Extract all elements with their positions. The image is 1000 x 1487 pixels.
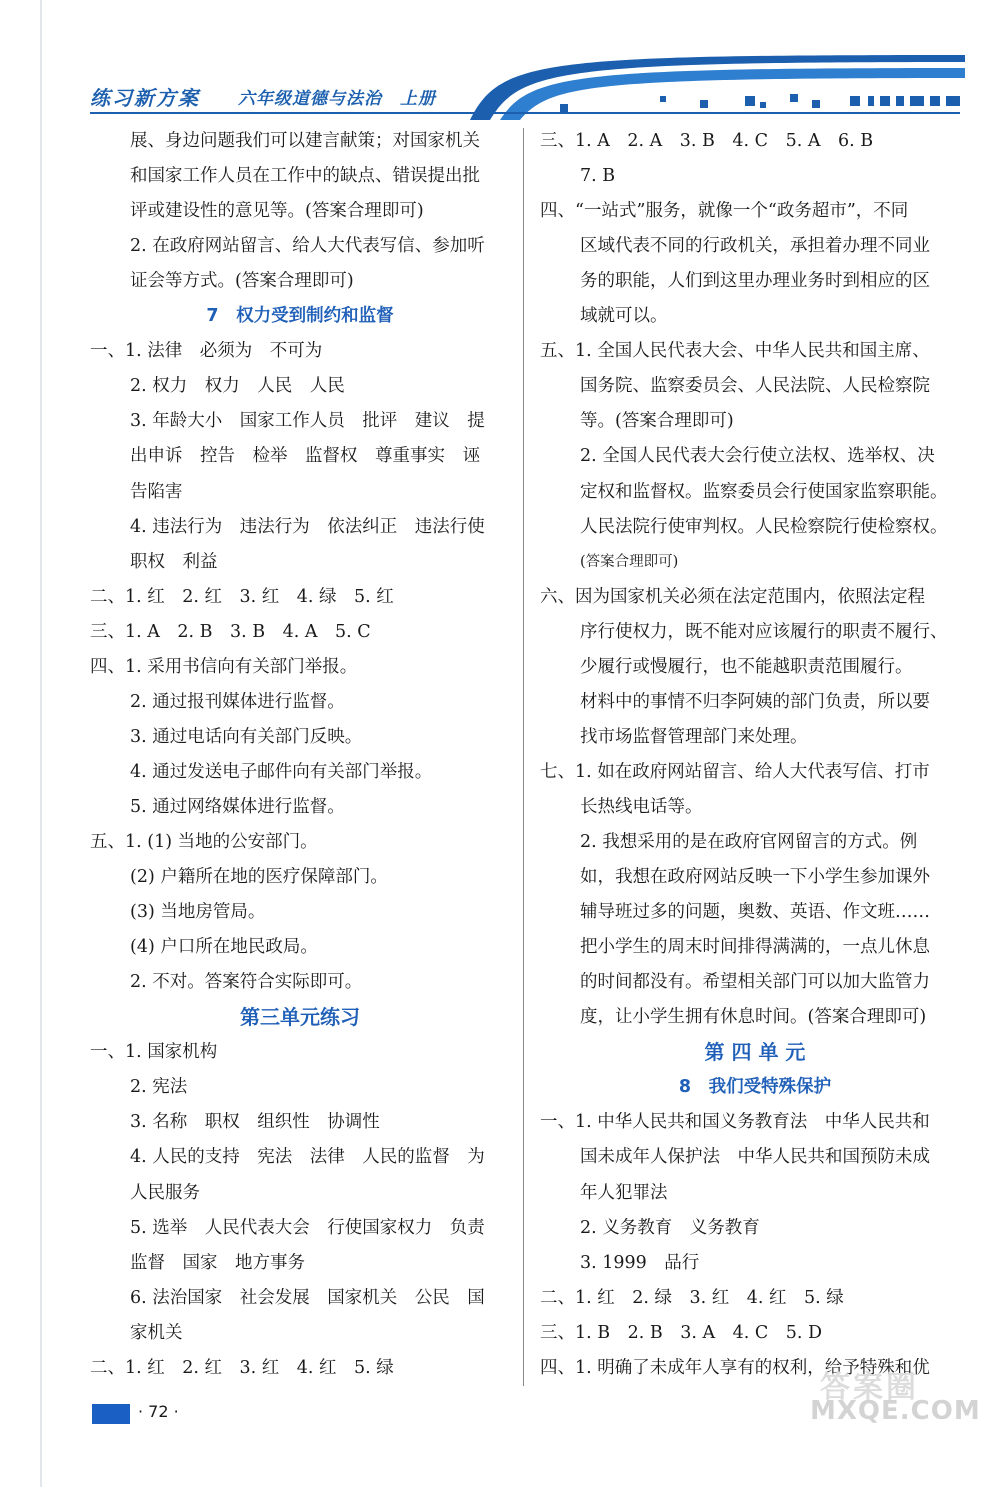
answer-line: 四、“一站式”服务，就像一个“政务超市”，不同 [540,201,909,222]
answer-line: 三、1. B 2. B 3. A 4. C 5. D [540,1322,823,1343]
answer-line: (3) 当地房管局。 [130,902,266,923]
answer-line: 2. 通过报刊媒体进行监督。 [130,691,345,712]
answer-line: 6. 法治国家 社会发展 国家机关 公民 国 [130,1287,485,1308]
answer-line: (答案合理即可) [580,553,679,570]
answer-line: 和国家工作人员在工作中的缺点、错误提出批 [130,166,480,187]
answer-line: 展、身边问题我们可以建言献策；对国家机关 [130,131,480,151]
answer-line: 国务院、监察委员会、人民法院、人民检察院 [580,376,930,397]
answer-line: 三、1. A 2. A 3. B 4. C 5. A 6. B [540,131,874,151]
answer-line: 少履行或慢履行，也不能越职责范围履行。 [580,656,913,677]
answer-line: 人民法院行使审判权。人民检察院行使检察权。 [580,516,948,537]
header-decoration [0,0,1000,140]
answer-line: 六、因为国家机关必须在法定范围内，依照法定程 [540,586,925,607]
page-number: · 72 · [138,1402,179,1421]
answer-line: 五、1. (1) 当地的公安部门。 [90,832,318,852]
answer-line: (4) 户口所在地民政局。 [130,937,318,958]
answer-line: 3. 名称 职权 组织性 协调性 [130,1112,380,1133]
answer-line: 把小学生的周末时间排得满满的，一点儿休息 [580,937,930,958]
answer-line: 2. 宪法 [130,1077,188,1098]
answer-line: 国未成年人保护法 中华人民共和国预防未成 [580,1147,930,1168]
answer-line: 3. 年龄大小 国家工作人员 批评 建议 提 [130,411,485,432]
answer-line: 区域代表不同的行政机关，承担着办理不同业 [580,236,930,257]
answer-line: 2. 不对。答案符合实际即可。 [130,972,363,993]
answer-line: 找市场监督管理部门来处理。 [580,726,808,747]
answer-line: 证会等方式。(答案合理即可) [130,271,354,292]
answer-line: 二、1. 红 2. 红 3. 红 4. 红 5. 绿 [90,1357,394,1378]
answer-line: 监督 国家 地方事务 [130,1252,305,1273]
answer-line: 域就可以。 [580,306,668,327]
book-title: 练习新方案 [90,86,200,110]
answer-line: 家机关 [130,1322,183,1343]
answer-line: 2. 义务教育 义务教育 [580,1217,760,1238]
section-heading: 7 权力受到制约和监督 [206,306,394,327]
answer-line: 二、1. 红 2. 绿 3. 红 4. 红 5. 绿 [540,1287,844,1308]
answer-line: 材料中的事情不归李阿姨的部门负责，所以要 [580,691,930,712]
page-header [0,0,1000,140]
answer-line: 人民服务 [130,1182,200,1203]
answer-line: 出申诉 控告 检举 监督权 尊重事实 诬 [130,446,480,467]
answer-line: 五、1. 全国人民代表大会、中华人民共和国主席、 [540,341,930,362]
answer-line: 的时间都没有。希望相关部门可以加大监管力 [580,972,930,993]
answer-line: 2. 我想采用的是在政府官网留言的方式。例 [580,832,918,852]
section-heading: 8 我们受特殊保护 [678,1077,832,1098]
footer-bar [92,1404,130,1424]
answer-line: 2. 全国人民代表大会行使立法权、选举权、决 [580,446,935,467]
answer-line: 长热线电话等。 [580,796,703,817]
book-subtitle: 六年级道德与法治 上册 [238,89,436,109]
answer-line: 4. 违法行为 违法行为 依法纠正 违法行使 [130,516,485,537]
answer-line: 年人犯罪法 [580,1182,668,1203]
answer-line: 如，我想在政府网站反映一下小学生参加课外 [580,867,930,888]
answer-line: 3. 通过电话向有关部门反映。 [130,726,363,747]
section-heading: 第 四 单 元 [704,1040,806,1065]
answer-line: 辅导班过多的问题，奥数、英语、作文班…… [580,902,930,923]
answer-line: 评或建设性的意见等。(答案合理即可) [130,201,424,222]
answer-line: 四、1. 采用书信向有关部门举报。 [90,656,358,677]
answer-line: 2. 在政府网站留言、给人大代表写信、参加听 [130,236,485,257]
answer-line: 职权 利益 [130,551,218,572]
answer-line: 序行使权力，既不能对应该履行的职责不履行、 [580,621,948,642]
page-edge [40,0,42,1487]
answer-line: 5. 通过网络媒体进行监督。 [130,796,345,817]
answer-line: 务的职能，人们到这里办理业务时到相应的区 [580,271,930,292]
watermark-url: MXQE.COM [810,1396,981,1426]
answer-line: 一、1. 国家机构 [90,1042,218,1063]
answer-line: 七、1. 如在政府网站留言、给人大代表写信、打市 [540,761,930,782]
answer-line: 4. 通过发送电子邮件向有关部门举报。 [130,761,433,782]
answer-line: 四、1. 明确了未成年人享有的权利，给予特殊和优 [540,1357,930,1378]
answer-line: 等。(答案合理即可) [580,411,734,432]
answer-line: 一、1. 中华人民共和国义务教育法 中华人民共和 [540,1112,930,1133]
answer-line: 7. B [580,166,616,187]
answer-line: 5. 选举 人民代表大会 行使国家权力 负责 [130,1217,485,1238]
answer-line: 二、1. 红 2. 红 3. 红 4. 绿 5. 红 [90,586,394,607]
answer-line: 度，让小学生拥有休息时间。(答案合理即可) [580,1007,927,1028]
watermark-logo: 答案圈 [820,1370,919,1405]
answer-line: 告陷害 [130,481,183,502]
answer-line: 一、1. 法律 必须为 不可为 [90,341,323,362]
answer-line: 定权和监督权。监察委员会行使国家监察职能。 [580,481,948,502]
answer-line: 三、1. A 2. B 3. B 4. A 5. C [90,621,371,642]
section-heading: 第三单元练习 [240,1005,360,1030]
answer-line: 3. 1999 品行 [580,1252,700,1273]
answer-line: 2. 权力 权力 人民 人民 [130,376,345,397]
answer-line: 4. 人民的支持 宪法 法律 人民的监督 为 [130,1147,485,1168]
answer-line: (2) 户籍所在地的医疗保障部门。 [130,867,388,888]
column-divider [523,128,524,1386]
